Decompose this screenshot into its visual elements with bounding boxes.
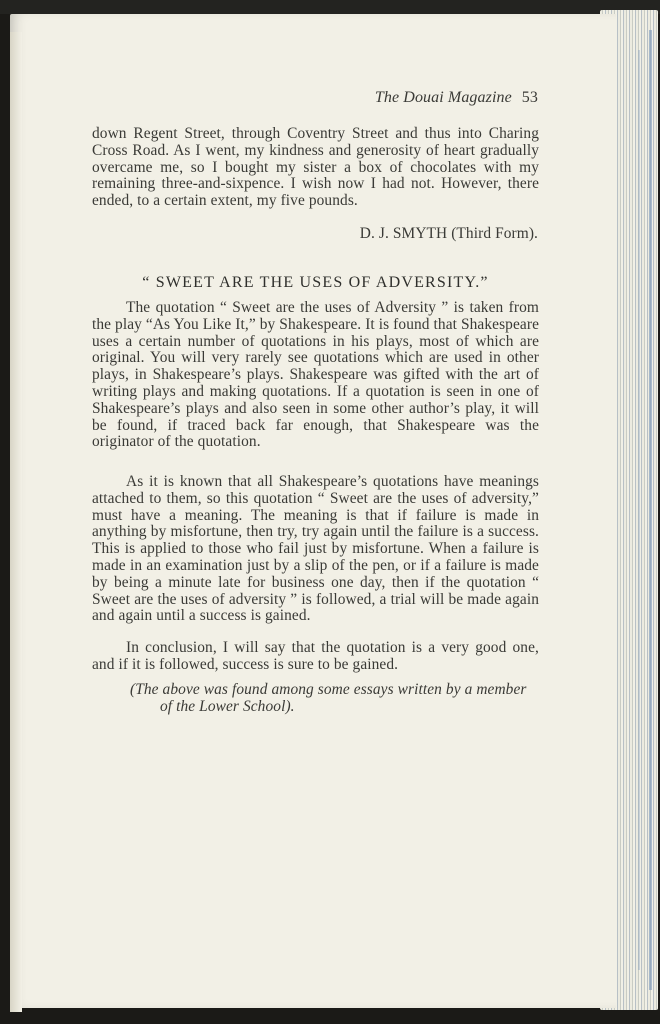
page-number: 53	[521, 89, 538, 106]
editorial-note	[130, 682, 540, 716]
page-edge-tint	[649, 30, 652, 990]
essay-paragraph: The quotation “ Sweet are the uses of Adversity ” is taken from the play “As You Like It,” by Shakespeare. It is found that Shakespeare uses a certain number of quotations in his plays, most of which are original. You will very rarely see quotations which are used in other plays, in Shakespeare’s plays. Shakespeare was gifted with the art of writing plays and making quotations. If a quotation is seen in one of Shakespeare’s plays and also seen in some other author’s play, it will be found, if traced back far enough, that Shakespeare was the originator of the quotation.	[92, 299, 539, 451]
essay-paragraph: As it is known that all Shakespeare’s quotations have meanings attached to them, so this quotation “ Sweet are the uses of adversity,” must have a meaning. The meaning is that if failure is made in anything by misfortune, then try, try again until the failure is a success. This is applied to those who fail just by misfortune. When a failure is made in an examination just by a slip of the pen, or if a failure is made by being a minute late for business one day, then if the quotation “ Sweet are the uses of adversity ” is followed, a trial will be made again and again until a success is gained.	[92, 473, 539, 625]
editorial-note-line: (The above was found among some essays written by a member	[130, 681, 527, 698]
running-header	[300, 90, 538, 107]
essay-paragraph: In conclusion, I will say that the quotation is a very good one, and if it is followed, success is sure to be gained.	[92, 639, 539, 673]
continued-paragraph: down Regent Street, through Coventry Street and thus into Charing Cross Road. As I went, my kindness and generosity of heart gradually overcame me, so I bought my sister a box of chocolates with my remaining three-and-sixpence. I wish now I had not. However, there ended, to a certain extent, my five pounds.	[92, 125, 539, 210]
page-gutter-shadow	[10, 32, 22, 1012]
author-signature: D. J. SMYTH (Third Form).	[359, 225, 538, 242]
page-edge-tint-secondary	[638, 50, 640, 970]
magazine-title: The Douai Magazine	[374, 89, 512, 106]
book-top-edge	[0, 0, 660, 14]
editorial-note-line: of the Lower School).	[160, 697, 295, 715]
essay-heading: “ SWEET ARE THE USES OF ADVERSITY.”	[142, 274, 489, 291]
